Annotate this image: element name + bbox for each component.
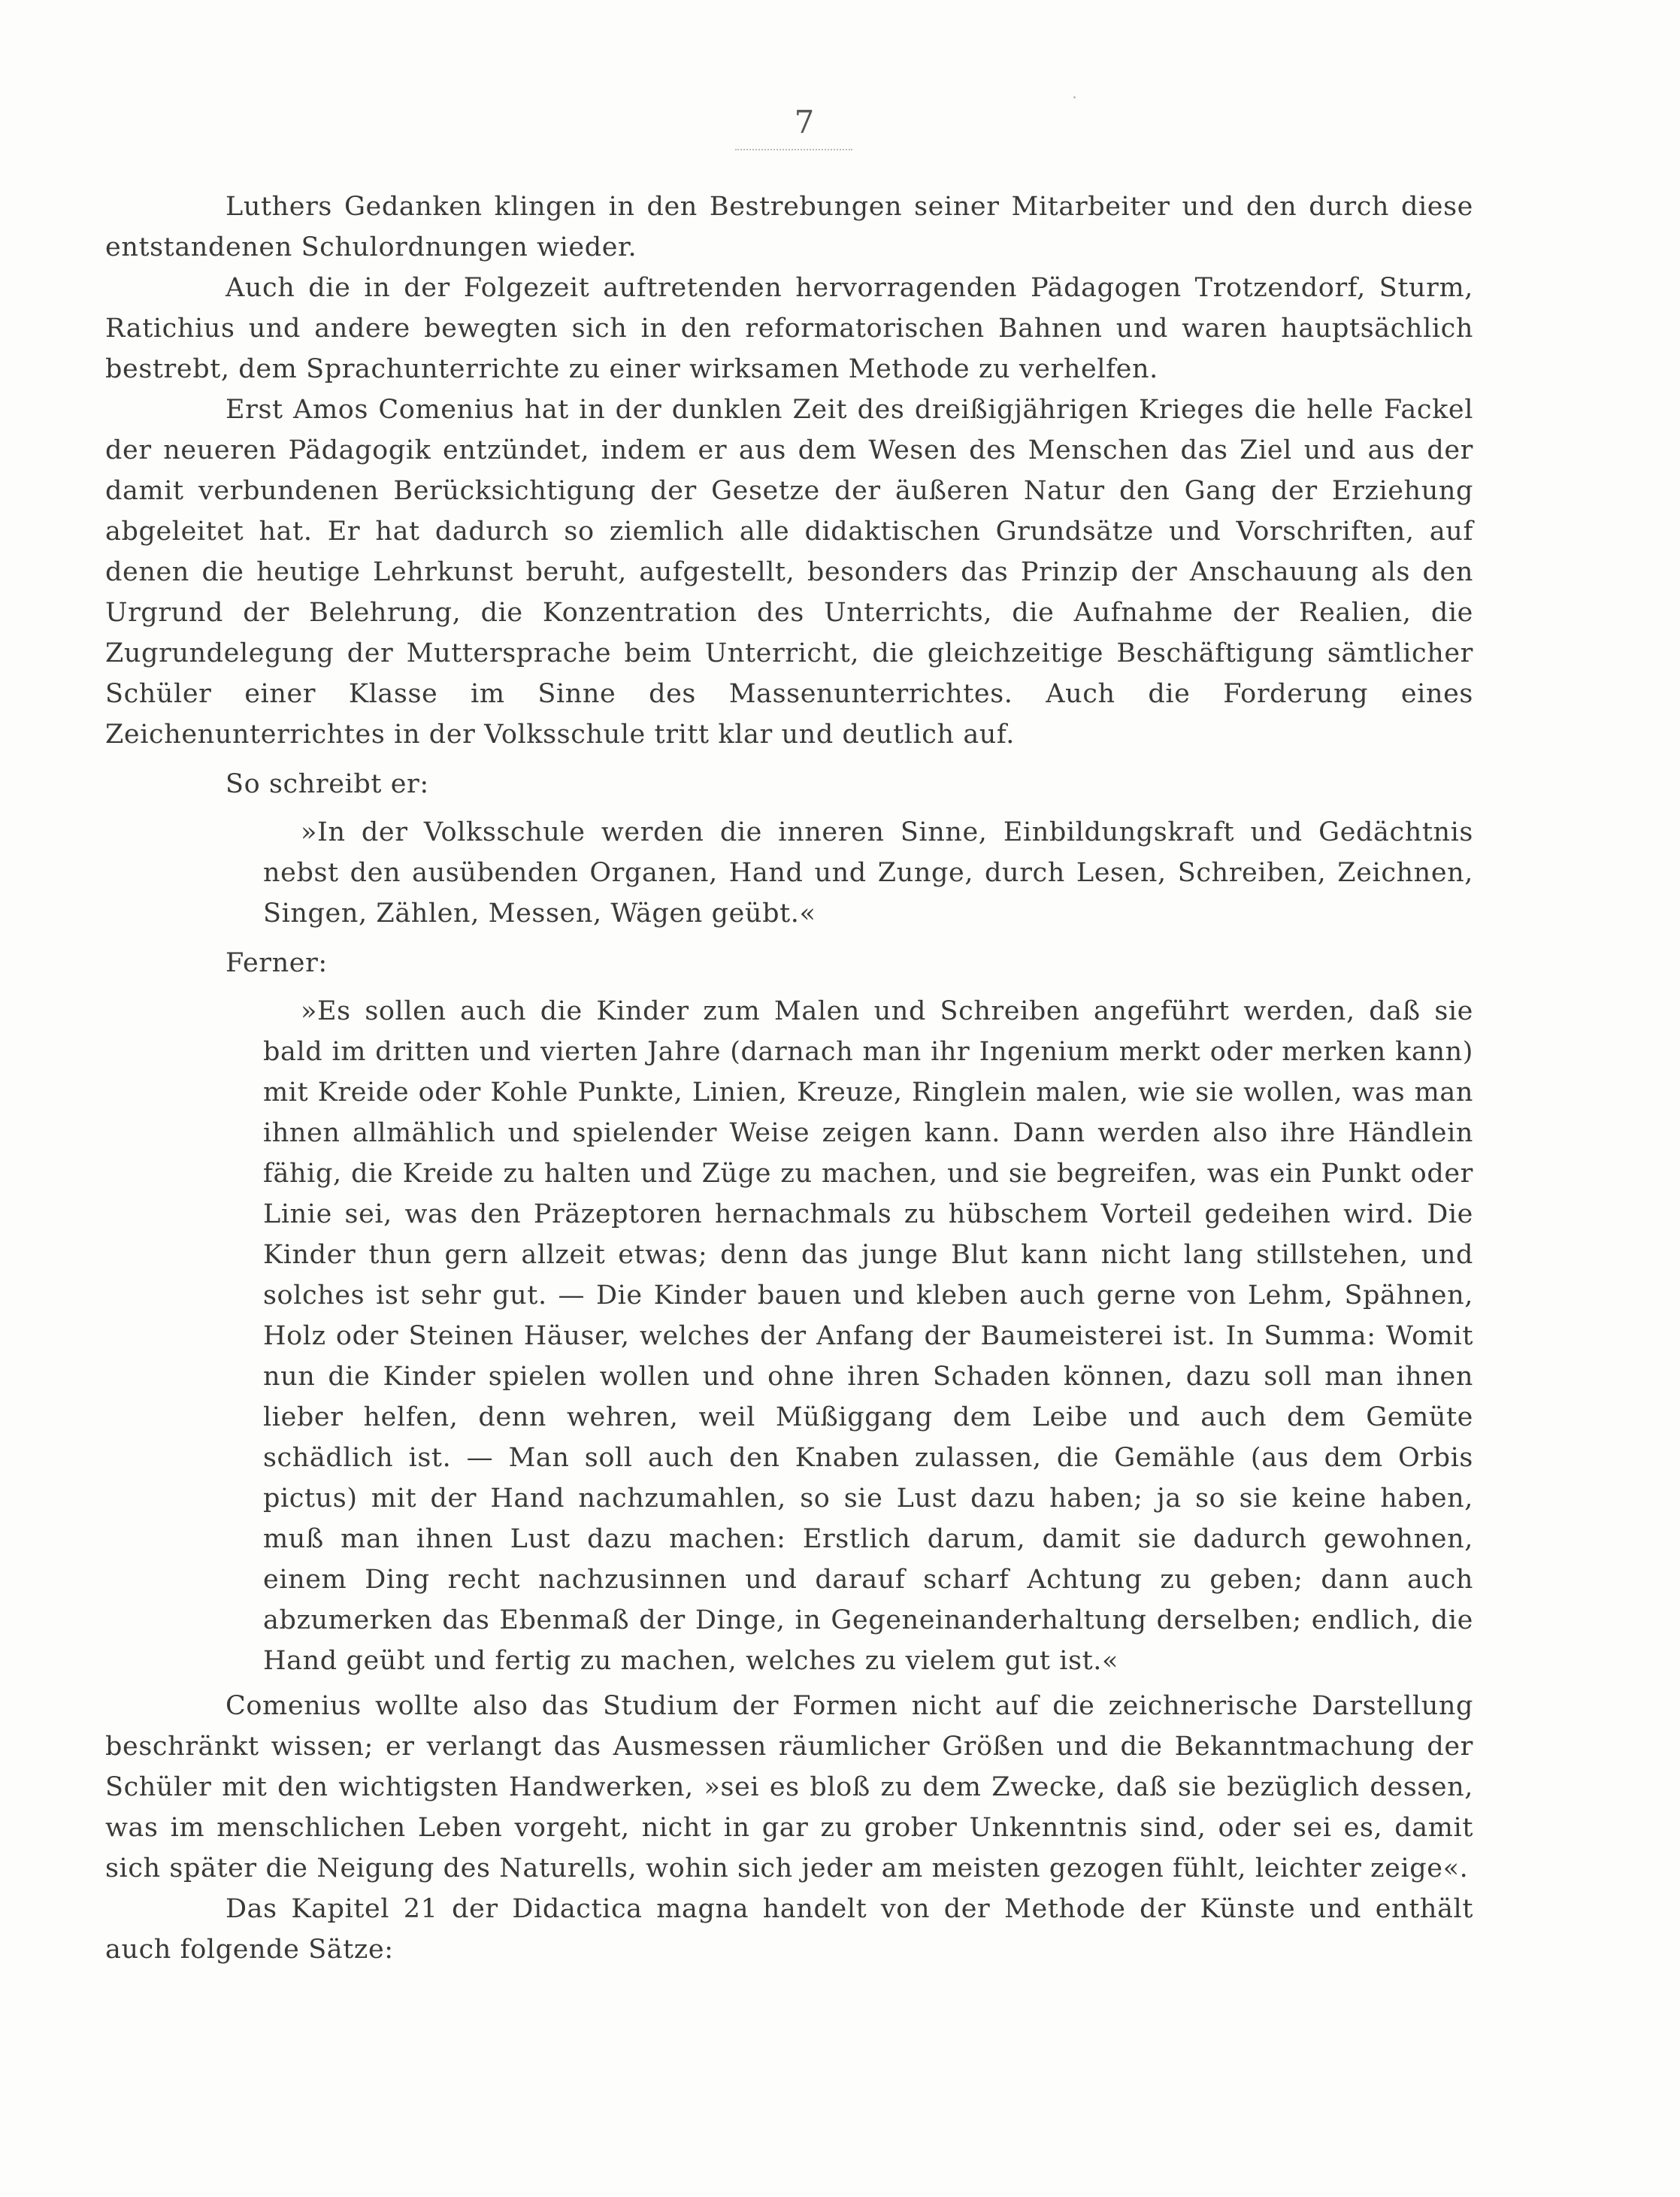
quote-intro-ferner: Ferner: [226,948,328,978]
paragraph-paedagogen: Auch die in der Folgezeit auftretenden hervorragenden Pädagogen Trotzendorf, Sturm, Ratichius und andere bewegten sich in den reformatorischen Bahnen und waren hauptsächlich bestrebt, dem Sprachunterrichte zu einer wirksamen Methode zu verhelfen. [105,273,1473,384]
page-number-underline [735,143,852,150]
paragraph-kapitel-21: Das Kapitel 21 der Didactica magna handelt von der Methode der Künste und enthält auch folgende Sätze: [105,1894,1473,1965]
paragraph-comenius: Erst Amos Comenius hat in der dunklen Zeit des dreißigjährigen Krieges die helle Fackel der neueren Pädagogik entzündet, indem er aus dem Wesen des Menschen das Ziel und aus der damit verbundenen Berücksichtigung der Gesetze der äußeren Natur den Gang der Erziehung abgeleitet hat. Er hat dadurch so ziemlich alle didaktischen Grundsätze und Vorschriften, auf denen die heutige Lehrkunst beruht, aufgestellt, besonders das Prinzip der Anschauung als den Urgrund der Belehrung, die Konzentration des Unterrichts, die Aufnahme der Realien, die Zugrundelegung der Muttersprache beim Unterricht, die gleichzeitige Beschäftigung sämtlicher Schüler einer Klasse im Sinne des Massenunterrichtes. Auch die Forderung eines Zeichenunterrichtes in der Volksschule tritt klar und deutlich auf. [105,395,1473,750]
quote-volksschule: »In der Volksschule werden die inneren Sinne, Einbildungskraft und Gedächtnis nebst den ausübenden Organen, Hand und Zunge, durch Lesen, Schreiben, Zeichnen, Singen, Zählen, Messen, Wägen geübt.« [263,817,1473,929]
page-number: 7 [794,104,815,141]
paragraph-studium-formen: Comenius wollte also das Studium der Formen nicht auf die zeichnerische Darstellung beschränkt wissen; er verlangt das Ausmessen räumlicher Größen und die Bekanntmachung der Schüler mit den wichtigsten Handwerken, »sei es bloß zu dem Zwecke, daß sie bezüglich dessen, was im menschlichen Leben vorgeht, nicht in gar zu grober Unkenntnis sind, oder sei es, damit sich später die Neigung des Naturells, wohin sich jeder am meisten gezogen fühlt, leichter zeige«. [105,1691,1473,1883]
paragraph-luther: Luthers Gedanken klingen in den Bestrebungen seiner Mitarbeiter und den durch diese entstandenen Schulordnungen wieder. [105,192,1473,262]
quote-intro-so-schreibt: So schreibt er: [226,769,429,799]
quote-kinder-malen: »Es sollen auch die Kinder zum Malen und Schreiben angeführt werden, daß sie bald im dritten und vierten Jahre (darnach man ihr Ingenium merkt oder merken kann) mit Kreide oder Kohle Punkte, Linien, Kreuze, Ringlein malen, wie sie wollen, was man ihnen allmählich und spielender Weise zeigen kann. Dann werden also ihre Händlein fähig, die Kreide zu halten und Züge zu machen, und sie begreifen, was ein Punkt oder Linie sei, was den Präzeptoren hernachmals zu hübschem Vorteil gedeihen wird. Die Kinder thun gern allzeit etwas; denn das junge Blut kann nicht lang stillstehen, und solches ist sehr gut. — Die Kinder bauen und kleben auch gerne von Lehm, Spähnen, Holz oder Steinen Häuser, welches der Anfang der Baumeisterei ist. In Summa: Womit nun die Kinder spielen wollen und ohne ihren Schaden können, dazu soll man ihnen lieber helfen, denn wehren, weil Müßiggang dem Leibe und auch dem Gemüte schädlich ist. — Man soll auch den Knaben zulassen, die Gemähle (aus dem Orbis pictus) mit der Hand nachzumahlen, so sie Lust dazu haben; ja so sie keine haben, muß man ihnen Lust dazu machen: Erstlich darum, damit sie dadurch gewohnen, einem Ding recht nachzusinnen und darauf scharf Achtung zu geben; dann auch abzumerken das Ebenmaß der Dinge, in Gegeneinanderhaltung derselben; endlich, die Hand geübt und fertig zu machen, welches zu vielem gut ist.« [263,996,1473,1676]
paper-speck [1073,96,1076,98]
body-text [105,186,1473,1970]
